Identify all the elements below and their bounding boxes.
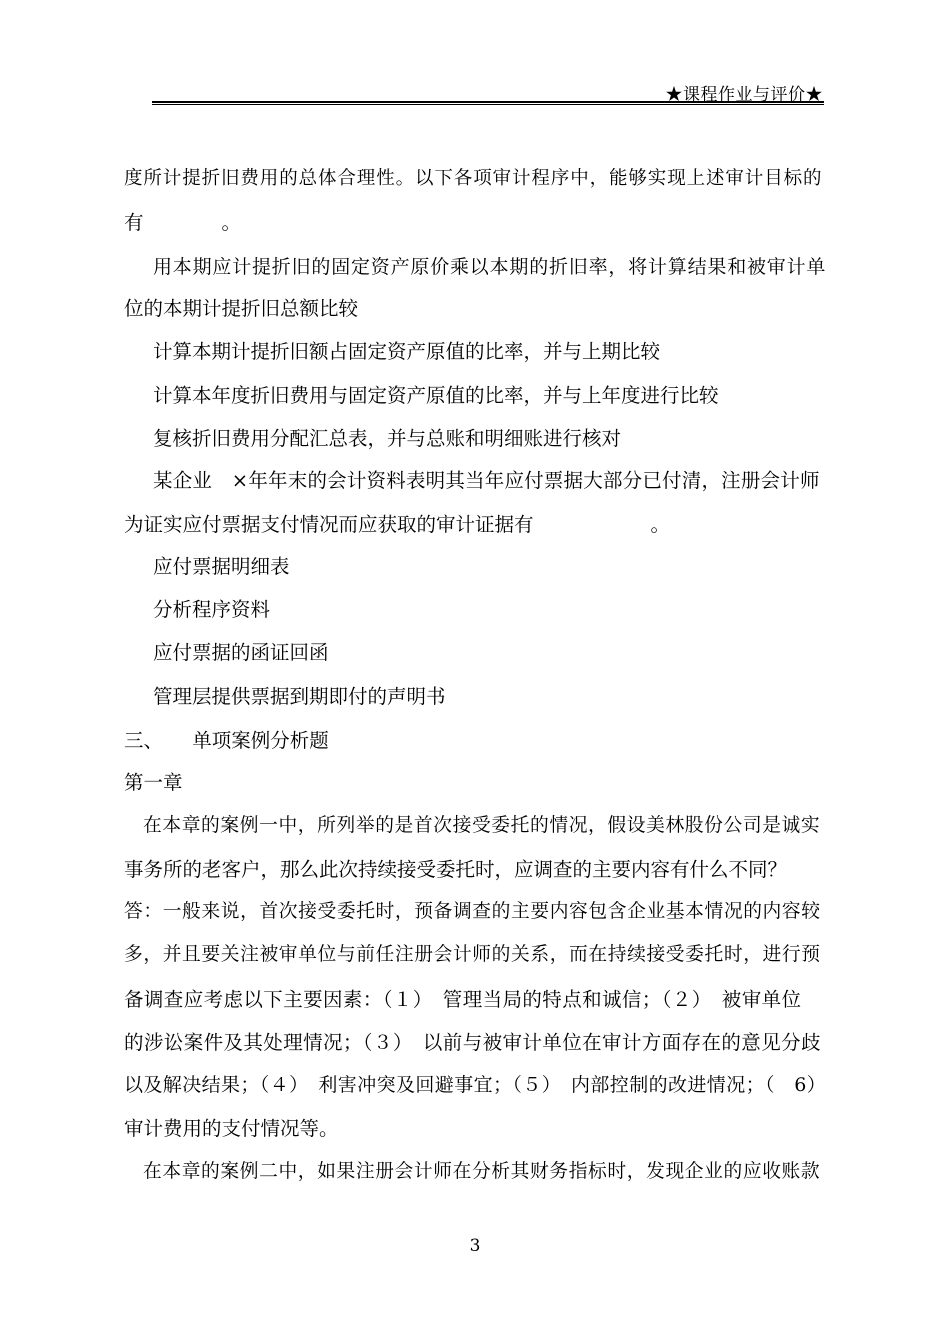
answer-text: 的涉讼案件及其处理情况；（３） 以前与被审计单位在审计方面存在的意见分歧 [124,1031,821,1054]
text-line: 计算本年度折旧费用与固定资产原值的比率，并与上年度进行比较 [153,384,719,407]
question-text: 在本章的案例二中，如果注册会计师在分析其财务指标时，发现企业的应收账款 [143,1161,821,1182]
text-line: 某企业 ×年年末的会计资料表明其当年应付票据大部分已付清，注册会计师 [153,469,820,492]
list-item: 应付票据明细表 [153,555,290,578]
text-line: 计算本期计提折旧额占固定资产原值的比率，并与上期比较 [153,340,661,363]
answer-text: 答：一般来说，首次接受委托时，预备调查的主要内容包含企业基本情况的内容较 [124,901,821,922]
question-text: 在本章的案例一中，所列举的是首次接受委托的情况，假设美林股份公司是诚实 [143,815,821,836]
text-line: 位的本期计提折旧总额比较 [124,297,359,320]
list-item: 应付票据的函证回函 [153,641,329,664]
chapter-heading: 第一章 [124,771,183,794]
text-line: 为证实应付票据支付情况而应获取的审计证据有 。 [124,513,671,536]
text-line: 有 。 [124,211,242,234]
list-item: 管理层提供票据到期即付的声明书 [153,685,446,708]
answer-text: 审计费用的支付情况等。 [124,1117,339,1140]
section-heading: 三、 单项案例分析题 [124,729,329,752]
text-line: 复核折旧费用分配汇总表，并与总账和明细账进行核对 [153,427,622,450]
answer-text: 以及解决结果；（４） 利害冲突及回避事宜；（５） 内部控制的改进情况；（ 6） [124,1074,827,1096]
text-line: 度所计提折旧费用的总体合理性。以下各项审计程序中，能够实现上述审计目标的 [124,168,823,189]
answer-text: 备调查应考虑以下主要因素：（１） 管理当局的特点和诚信；（２） 被审单位 [124,988,802,1011]
header-rule [152,101,824,105]
page-number: 3 [469,1236,481,1256]
question-text: 事务所的老客户，那么此次持续接受委托时，应调查的主要内容有什么不同？ [124,858,788,881]
text-line: 用本期应计提折旧的固定资产原价乘以本期的折旧率，将计算结果和被审计单 [153,256,827,278]
answer-text: 多，并且要关注被审单位与前任注册会计师的关系，而在持续接受委托时，进行预 [124,944,821,965]
running-header: ★课程作业与评价★ [665,85,823,105]
list-item: 分析程序资料 [153,598,271,621]
